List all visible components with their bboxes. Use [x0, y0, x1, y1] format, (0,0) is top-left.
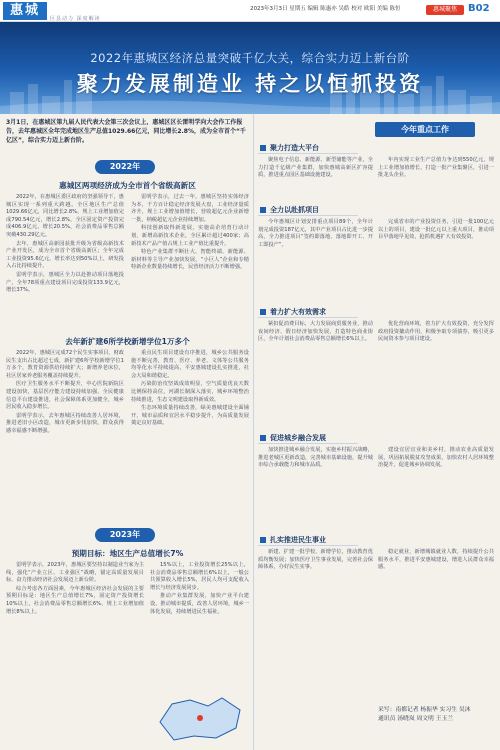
- lead-paragraph: 3月1日，在惠城区第九届人民代表大会第三次会议上，惠城区区长雷明学向大会作工作报告，去年惠城区全年完成地区生产总值1029.66亿元，同比增长2.8%，成为全市首个“千亿区”，综合实力迈上新台阶。: [6, 119, 246, 144]
- square-bullet-icon: [260, 309, 266, 315]
- paragraph: 雷明学表示，2023年，惠城区要坚持以制造业当家为主线，强化“产业立区、工业强区”战略，锚定高质量发展目标，奋力推动经济社会发展迈上新台阶。: [6, 562, 144, 584]
- paragraph: 加快推进城乡融合发展，实施乡村振兴战略，推进老城区更新改造，完善城市基础设施，提升城市综合承载能力和城市品质。: [258, 447, 373, 469]
- key-work-item-title: 着力扩大有效需求: [270, 308, 326, 316]
- section-2023-heading: 预期目标：地区生产总值增长7%: [71, 549, 184, 558]
- section-2023-banner: 2023年: [95, 528, 155, 542]
- schools-col-right: [131, 350, 249, 429]
- key-work-item-livelihood: [258, 534, 358, 546]
- paragraph: 稳定就业，新增城镇就业人数，持续提升公共服务水平，推进平安惠城建设，增进人民群众幸福感。: [378, 549, 494, 571]
- key-work-item-text-left: [258, 447, 373, 471]
- section-2023-col-left: [6, 562, 144, 617]
- paragraph: 聚焦电子信息、新能源、新型储能等产业，全力打造千亿级产业集群，加快惠城高新区扩容提质，推进重点园区基础设施建设。: [258, 157, 373, 179]
- section-2022-col-left: [6, 194, 124, 296]
- paragraph: 优化营商环境，着力扩大有效投资，充分发挥政府投资撬动作用，积极争取专项债券，吸引更多民间资本参与项目建设。: [378, 321, 494, 343]
- section-2022-col-right: [131, 194, 249, 273]
- page-number: B02: [468, 3, 490, 14]
- paragraph: 年内实现工业生产总值力争达到550亿元，规上工业增加值增长，打造一批产业集聚区，引进一批龙头企业。: [378, 157, 494, 179]
- schools-col-left: [6, 350, 124, 437]
- key-work-header: 今年重点工作: [375, 122, 475, 137]
- byline-line: 采写：南都记者 杨振华 实习生 吴沐: [378, 707, 471, 713]
- paragraph: 紧扣促消费目标，大力发展商贸服务业，推动夜间经济、假日经济加快发展，打造特色商业街区，全年计划社会消费品零售总额增长6%以上。: [258, 321, 373, 343]
- square-bullet-icon: [260, 435, 266, 441]
- key-work-item-text-left: [258, 219, 373, 250]
- hero-title: 聚力发展制造业 持之以恒抓投资: [76, 72, 424, 96]
- key-work-item-text-left: [258, 321, 373, 345]
- paragraph: 综合考虑各方面因素，今年惠城区经济社会发展的主要预期目标是：地区生产总值增长7%，固定资产投资增长10%以上，社会消费品零售总额增长6%，规上工业增加值增长8%以上。: [6, 585, 144, 615]
- key-work-item-text-left: [258, 549, 373, 573]
- hero-subtitle: 2022年惠城区经济总量突破千亿大关，综合实力迈上新台阶: [90, 51, 410, 65]
- square-bullet-icon: [260, 207, 266, 213]
- paragraph: 2022年，惠城区完成72个民生实事项目，财政民生支出占比超过七成，新扩建6所学校新增学位1万多个，教育资源供给持续扩大；新增养老床位，社区居家养老服务覆盖持续提升。: [6, 350, 124, 379]
- column-divider: [253, 114, 254, 750]
- key-work-item-text-right: [378, 549, 494, 573]
- paragraph: 雷明学表示，去年惠城区持续改善人居环境，推进老旧小区改造，城市更新步伐加快，群众获得感幸福感不断增强。: [6, 412, 124, 434]
- paragraph: 雷明学表示，惠城区全力以赴推动项目落地投产，全年78项重点建设项目完成投资133.9亿元，增长37%。: [6, 271, 124, 294]
- paragraph: 2022年，在惠城区委区政府的坚强领导下，惠城区实现一系列重大跨越。全区地区生产总值1029.66亿元，同比增长2.8%，规上工业增加值完成790.54亿元，增长2.8%，全区固定资产投资完成406.9亿元，增长20.5%，社会消费品零售总额突破430.29亿元。: [6, 194, 124, 238]
- issue-info: 2023年3月3日 星期五 编辑 陈惠亦 吴皓 校对 欧阳 美编 陈恒: [250, 6, 401, 12]
- key-work-item-platform: [258, 142, 358, 154]
- square-bullet-icon: [260, 145, 266, 151]
- paragraph: 新建、扩建一批学校，新增学位，推动教育优质均衡发展；加快医疗卫生事业发展，完善社会保障体系，办好民生实事。: [258, 549, 373, 571]
- key-work-item-text-right: [378, 447, 494, 471]
- key-work-item-projects: [258, 204, 358, 216]
- section-logo: 惠城: [3, 2, 47, 20]
- paragraph: 特色产业集群不断壮大，智能终端、新能源、新材料等主导产业加快发展，“小巨人”企业和专精特新企业数量持续增长，民营经济活力不断增强。: [131, 249, 249, 271]
- byline: [378, 706, 470, 724]
- paragraph: 雷明学表示，过去一年，惠城区坚持实体经济为本，千方百计稳定经济发展大盘，工业经济量质齐升，规上工业增加值增长，营收超亿元企业新增一批，纳税超亿元企业持续增加。: [131, 194, 249, 223]
- paragraph: 15%以上，工业投资增长25%以上，社会消费品零售总额增长6%以上，一般公共预算收入增长5%，居民人均可支配收入增长与经济发展同步。: [150, 562, 249, 591]
- paragraph: 科技创新取得新进展，实施高企培育行动计划，新增高新技术企业，全区累计超过400家；高新技术产品产值占规上工业产值比重提升。: [131, 225, 249, 247]
- section-2022-heading: 惠城区两项经济成为全市首个省级高新区: [59, 181, 196, 190]
- section-2023-col-right: [150, 562, 249, 617]
- hero-banner: [0, 22, 500, 114]
- section-tag: 惠城聚焦: [426, 5, 464, 15]
- key-work-item-text-right: [378, 321, 494, 345]
- key-work-item-text-right: [378, 157, 494, 181]
- paragraph: 去年，惠城区高新园获批升级为省级高新技术产业开发区，成为全市首个省级高新区；全年完成工业投资95.6亿元，增长率达到50%以上，研发投入占比持续提升。: [6, 240, 124, 270]
- key-work-item-text-left: [258, 157, 373, 181]
- key-work-item-urban-rural: [258, 432, 358, 444]
- district-map-illustration: [150, 692, 250, 744]
- section-2022-banner: 2022年: [95, 160, 155, 174]
- paragraph: 生态环境质量持续改善，绿美惠城建设全面铺开，城市品质和宜居水平稳步提升，为高质量发展奠定良好基础。: [131, 405, 249, 427]
- key-work-item-title: 聚力打造大平台: [270, 144, 319, 152]
- key-work-item-title: 全力以赴抓项目: [270, 206, 319, 214]
- section-2022-subheading-schools: 去年新扩建6所学校新增学位1万多个: [65, 337, 190, 346]
- paragraph: 完成省市的产业投资任务，引进一批100亿元以上的项目，建设一批亿元以上重大项目，推动项目早落地早见效，抢抓机遇扩大有效投资。: [378, 219, 494, 241]
- article-body: [0, 114, 500, 750]
- paragraph: 推动产业集群发展，加快产业平台建设，推动城市提质，改善人居环境，城乡一体化发展，持续增进民生福祉。: [150, 593, 249, 615]
- paragraph: 建设宜居宜业和美乡村，推动农业高质量发展，巩固拓展脱贫攻坚成果，加快农村人居环境整治提升，促进城乡协调发展。: [378, 447, 494, 469]
- paragraph: 医疗卫生服务水平不断提升，中心医院新院区建设加快，基层医疗能力建设持续加强，全民健康信息平台建设推进，社会保障体系更加健全，城乡居民收入稳步增长。: [6, 381, 124, 411]
- section-tagline: 区县动力 深度解读: [50, 16, 101, 22]
- paragraph: 今年惠城区计划安排重点项目89个，全年计划完成投资187亿元，其中产业项目占比进一步提高，全力推进项目“签约即落地、落地即开工、开工即投产”。: [258, 219, 373, 248]
- key-work-item-title: 扎实推进民生事业: [270, 536, 326, 544]
- key-work-item-title: 促进城乡融合发展: [270, 434, 326, 442]
- key-work-item-demand: [258, 306, 358, 318]
- byline-line: 通讯员 汤晓岚 周文明 王玉兰: [378, 716, 454, 722]
- key-work-item-text-right: [378, 219, 494, 243]
- paragraph: 污染防治攻坚战成效明显，空气质量优良天数比例保持高位，河湖长制深入落实，城乡环境整治持续推进，生态文明建设取得新成效。: [131, 381, 249, 403]
- paragraph: 重点民生项目建设有序推进，城乡公共服务设施不断完善，教育、医疗、养老、文体等公共服务均等化水平持续提高，平安惠城建设扎实推进，社会大局和谐稳定。: [131, 350, 249, 379]
- square-bullet-icon: [260, 537, 266, 543]
